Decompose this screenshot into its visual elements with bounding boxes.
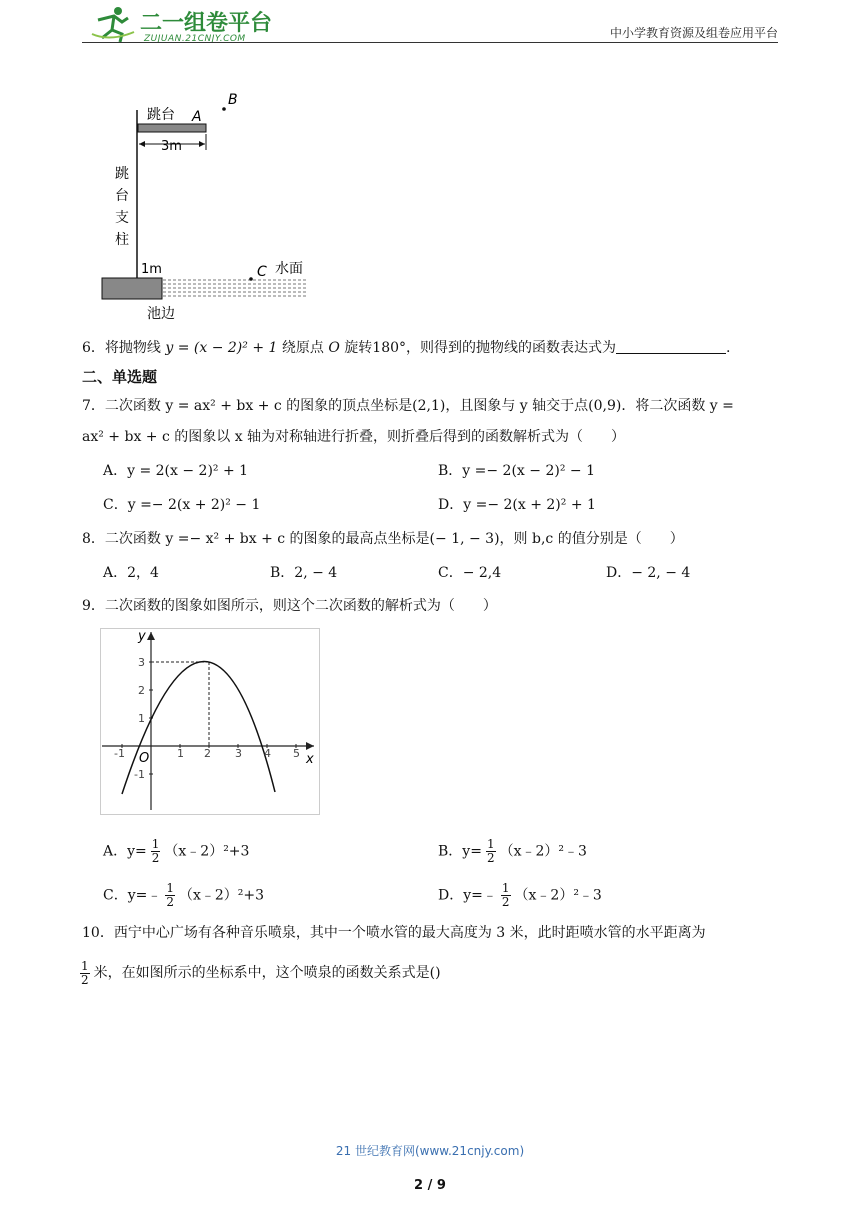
q8-option-B[interactable]: B．2, − 4 — [270, 565, 338, 581]
header-divider — [82, 42, 778, 43]
q7-option-B[interactable]: B．y =− 2(x − 2)² − 1 — [438, 463, 595, 479]
q8-option-A[interactable]: A．2，4 — [103, 565, 159, 581]
question-8: 8．二次函数 y =− x² + bx + c 的图象的最高点坐标是(− 1, − 3)，则 b,c 的值分别是（ ） — [82, 531, 684, 547]
parabola-graph — [100, 628, 322, 818]
label-water: 水面 — [275, 261, 303, 277]
footer-page-number: 2 / 9 — [414, 1178, 446, 1193]
label-support-2: 台 — [115, 188, 129, 204]
q9-option-D[interactable]: D．y=﹣ $\frac{1}{2}$ （x﹣2）²﹣3 — [438, 881, 602, 909]
y-tick-2: 2 — [138, 684, 145, 697]
q7-option-D[interactable]: D．y =− 2(x + 2)² + 1 — [438, 497, 596, 513]
x-tick-4: 4 — [264, 747, 271, 760]
label-platform: 跳台 — [147, 107, 175, 123]
label-support-3: 支 — [115, 210, 129, 226]
answer-blank[interactable] — [616, 339, 726, 354]
point-B — [222, 107, 226, 111]
header-right-text: 中小学教育资源及组卷应用平台 — [609, 26, 778, 40]
question-10-line2: $\frac{1}{2}$ 米，在如图所示的坐标系中，这个喷泉的函数关系式是() — [81, 958, 441, 987]
x-axis-label: x — [306, 752, 314, 767]
label-C: C — [257, 264, 267, 280]
x-tick-2: 2 — [204, 747, 211, 760]
diving-platform-diagram — [95, 88, 325, 324]
origin-label: O — [139, 751, 150, 766]
label-A: A — [192, 109, 202, 125]
logo-text: 二一组卷平台 — [140, 11, 273, 36]
question-10-line1: 10．西宁中心广场有各种音乐喷泉，其中一个喷水管的最大高度为 3 米，此时距喷水管的水平距离为 — [82, 925, 706, 941]
header-logo — [90, 4, 290, 44]
label-B: B — [228, 92, 238, 108]
q8-option-D[interactable]: D．− 2, − 4 — [606, 565, 691, 581]
q9-option-A[interactable]: A．y= $\frac{1}{2}$ （x﹣2）²+3 — [103, 837, 250, 865]
x-tick-3: 3 — [235, 747, 242, 760]
label-pool: 池边 — [147, 306, 175, 322]
question-7-line1: 7．二次函数 y = ax² + bx + c 的图象的顶点坐标是(2,1)，且图象与 y 轴交于点(0,9)．将二次函数 y = — [82, 398, 734, 414]
y-tick-1: 1 — [138, 712, 145, 725]
section-heading-single-choice: 二、单选题 — [82, 368, 158, 386]
water-surface — [163, 280, 307, 296]
q7-option-C[interactable]: C．y =− 2(x + 2)² − 1 — [103, 497, 261, 513]
x-tick-1: 1 — [177, 747, 184, 760]
pool-edge — [102, 278, 162, 299]
question-7-line2: ax² + bx + c 的图象以 x 轴为对称轴进行折叠，则折叠后得到的函数解析式为（ ） — [82, 429, 626, 445]
q9-option-C[interactable]: C．y=﹣ $\frac{1}{2}$ （x﹣2）²+3 — [103, 881, 265, 909]
label-3m: 3m — [161, 139, 182, 154]
y-tick-neg1: -1 — [134, 768, 145, 781]
runner-logo-icon — [90, 4, 136, 44]
question-9: 9．二次函数的图象如图所示，则这个二次函数的解析式为（ ） — [82, 598, 497, 614]
label-support-1: 跳 — [115, 166, 129, 182]
q9-option-B[interactable]: B．y= $\frac{1}{2}$ （x﹣2）²﹣3 — [438, 837, 587, 865]
q7-option-A[interactable]: A．y = 2(x − 2)² + 1 — [103, 463, 249, 479]
x-tick-5: 5 — [293, 747, 300, 760]
label-1m: 1m — [141, 262, 162, 277]
platform — [138, 124, 206, 132]
x-tick-neg1: -1 — [114, 747, 125, 760]
y-axis-label: y — [138, 629, 146, 644]
footer-site[interactable]: 21 世纪教育网(www.21cnjy.com) — [335, 1144, 525, 1158]
q8-option-C[interactable]: C．− 2,4 — [438, 565, 502, 581]
question-6: 6．将抛物线 y = (x − 2)² + 1 绕原点 O 旋转180°，则得到的抛物线的函数表达式为 . — [82, 340, 731, 356]
label-support-4: 柱 — [115, 232, 129, 248]
y-tick-3: 3 — [138, 656, 145, 669]
logo-subtext: ZUJUAN.21CNJY.COM — [144, 34, 246, 44]
point-C — [249, 277, 253, 281]
